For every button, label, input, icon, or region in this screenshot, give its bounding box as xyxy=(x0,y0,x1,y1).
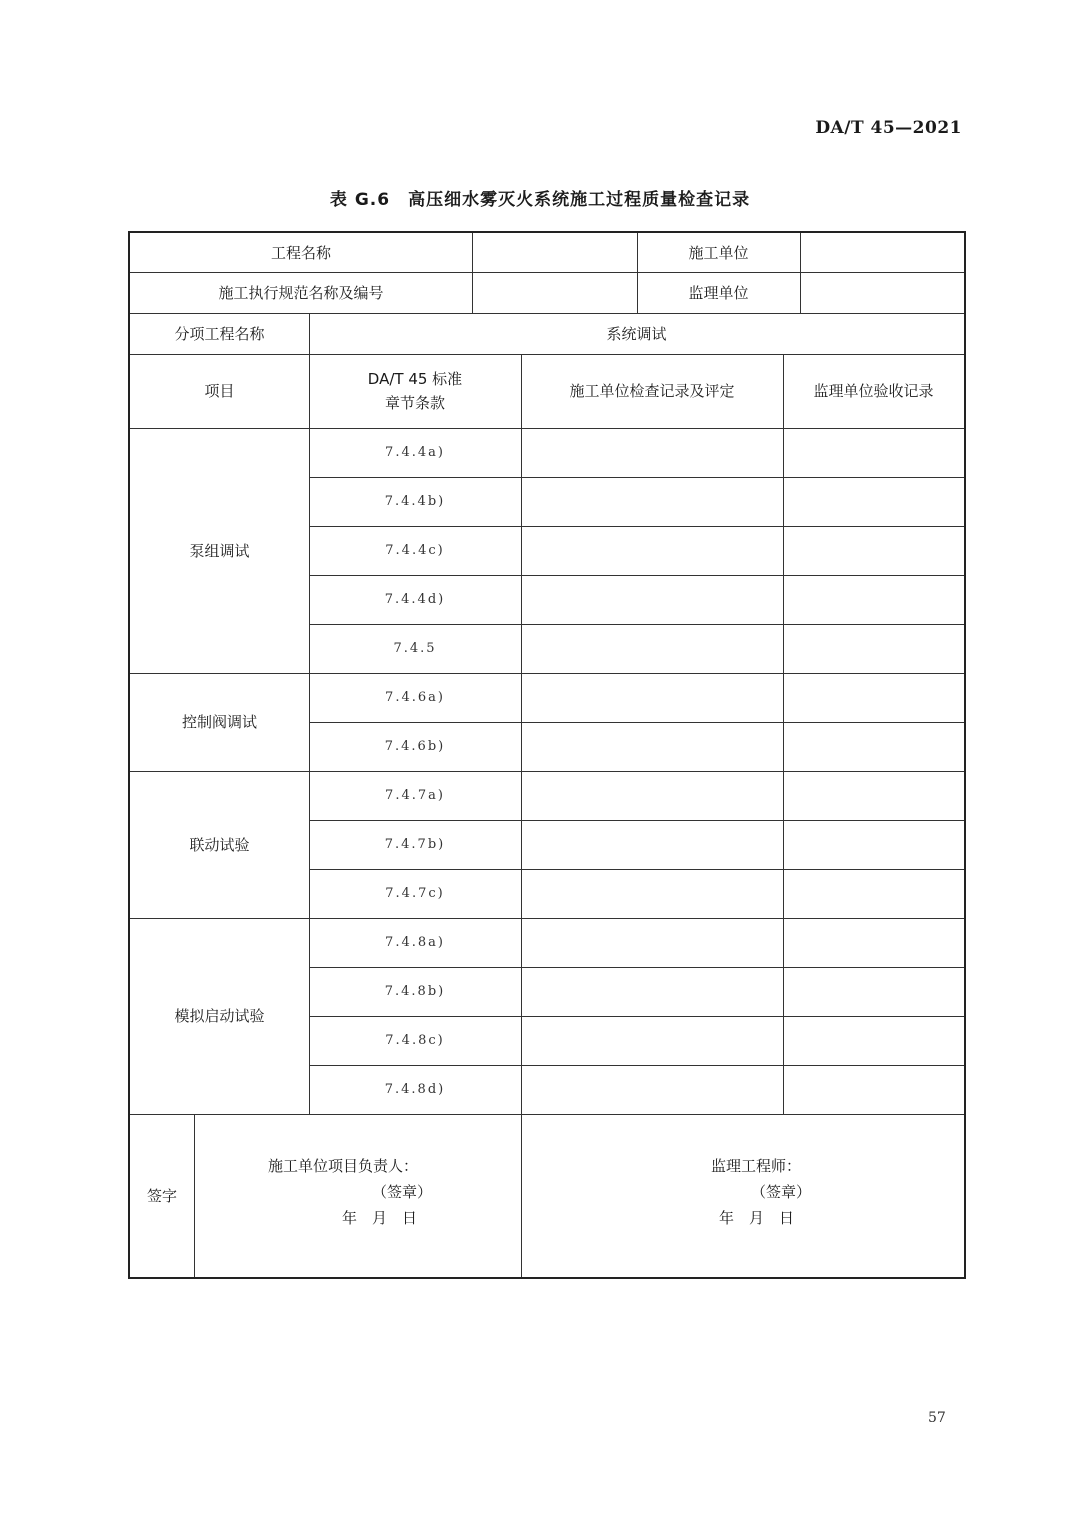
group-pump-commissioning: 泵组调试 xyxy=(189,541,250,560)
group-linkage-test: 联动试验 xyxy=(189,835,250,854)
supervisor-date: 年 月 日 xyxy=(719,1209,795,1227)
sub-project-value: 系统调试 xyxy=(606,324,667,343)
project-name-label: 工程名称 xyxy=(270,243,331,262)
supervisor-signature-block[interactable] xyxy=(521,1153,964,1231)
construction-seal: （签章） xyxy=(372,1183,433,1201)
clause-cell: 7.4.5 xyxy=(393,640,437,656)
construction-manager-role: 施工单位项目负责人： xyxy=(268,1157,419,1175)
spec-value[interactable] xyxy=(472,272,637,313)
col-header-clause xyxy=(309,354,521,428)
clause-cell: 7.4.4c) xyxy=(385,542,445,558)
col-header-clause-line2: 章节条款 xyxy=(384,394,445,412)
col-header-item: 项目 xyxy=(204,382,235,400)
construction-unit-label: 施工单位 xyxy=(688,243,749,262)
signature-label: 签字 xyxy=(146,1186,177,1205)
supervision-unit-value[interactable] xyxy=(800,272,964,313)
clause-cell: 7.4.6b) xyxy=(384,738,446,754)
col-header-inspection: 施工单位检查记录及评定 xyxy=(569,382,735,400)
clause-cell: 7.4.4b) xyxy=(384,493,446,509)
clause-cell: 7.4.4a) xyxy=(385,444,445,460)
clause-cell: 7.4.8d) xyxy=(384,1081,446,1097)
construction-unit-value[interactable] xyxy=(800,233,964,272)
clause-cell: 7.4.8a) xyxy=(385,934,445,950)
clause-cell: 7.4.8b) xyxy=(384,983,446,999)
inspection-record-table xyxy=(128,231,966,1279)
supervision-unit-label: 监理单位 xyxy=(688,283,749,302)
col-header-clause-line1: DA/T 45 标准 xyxy=(367,370,463,388)
group-simulated-start: 模拟启动试验 xyxy=(174,1007,265,1025)
clause-cell: 7.4.8c) xyxy=(385,1032,445,1048)
sub-project-label: 分项工程名称 xyxy=(174,324,265,343)
clause-cell: 7.4.4d) xyxy=(384,591,446,607)
supervisor-seal: （签章） xyxy=(751,1183,812,1201)
construction-date: 年 月 日 xyxy=(342,1209,418,1227)
clause-cell: 7.4.7a) xyxy=(385,787,445,803)
clause-cell: 7.4.7c) xyxy=(385,885,445,901)
clause-cell: 7.4.6a) xyxy=(385,689,445,705)
page-number: 57 xyxy=(928,1410,946,1426)
spec-label: 施工执行规范名称及编号 xyxy=(218,283,384,302)
standard-code: DA/T 45—2021 xyxy=(815,118,962,138)
project-name-value[interactable] xyxy=(472,233,637,272)
table-title: 表 G.6 高压细水雾灭火系统施工过程质量检查记录 xyxy=(329,190,751,210)
group-control-valve: 控制阀调试 xyxy=(181,713,257,731)
construction-signature-block[interactable] xyxy=(194,1153,521,1231)
clause-cell: 7.4.7b) xyxy=(384,836,446,852)
supervisor-role: 监理工程师： xyxy=(711,1157,802,1175)
col-header-acceptance: 监理单位验收记录 xyxy=(813,382,934,400)
